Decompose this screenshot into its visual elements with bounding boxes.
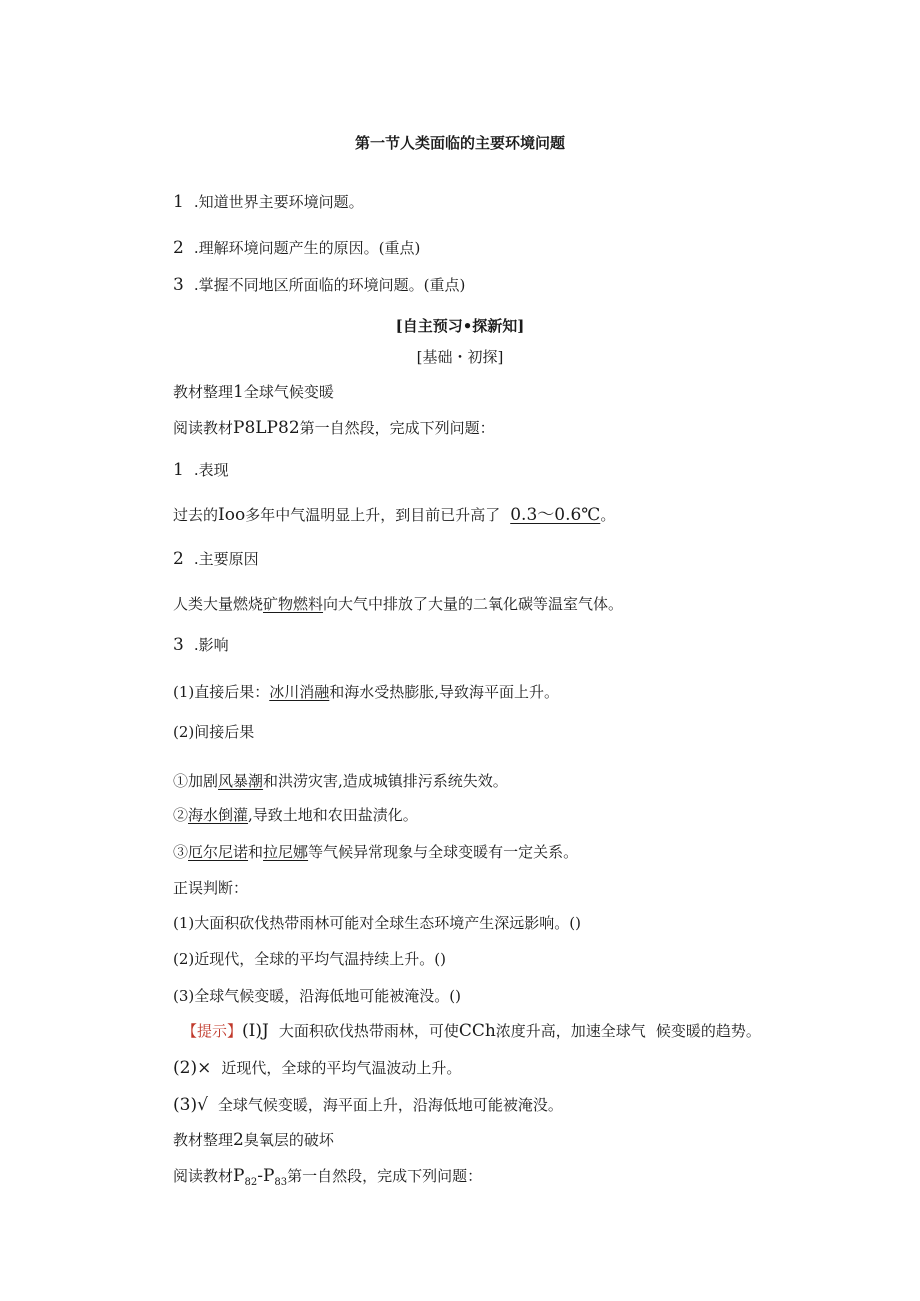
hint-answer-1: 【提示】(I)J 大面积砍伐热带雨林，可使CCh浓度升高，加速全球气 候变暖的趋势。 <box>182 1021 761 1041</box>
objective-2: 2 .理解环境问题产生的原因。(重点) <box>173 238 421 258</box>
topic1-item-2: 2 .主要原因 <box>173 549 259 569</box>
judgment-q2: (2)近现代，全球的平均气温持续上升。() <box>173 950 446 968</box>
topic1-item-1: 1 .表现 <box>173 460 229 480</box>
hint-label: 【提示】 <box>182 1022 243 1040</box>
indirect-item-3: ③厄尔尼诺和拉尼娜等气候异常现象与全球变暖有一定关系。 <box>173 843 579 861</box>
judgment-q1: (1)大面积砍伐热带雨林可能对全球生态环境产生深远影响。() <box>173 914 581 932</box>
cause-text: 人类大量燃烧矿物燃料向大气中排放了大量的二氧化碳等温室气体。 <box>173 595 624 613</box>
indirect-effect: (2)间接后果 <box>173 723 255 741</box>
hint-answer-2: (2)× 近现代，全球的平均气温波动上升。 <box>173 1058 462 1078</box>
judgment-q3: (3)全球气候变暖，沿海低地可能被淹没。() <box>173 987 461 1005</box>
objective-3: 3 .掌握不同地区所面临的环境问题。(重点) <box>173 275 466 295</box>
section-header: [自主预习•探新知] <box>395 317 525 335</box>
topic1-heading: 教材整理1全球气候变暖 <box>173 382 334 402</box>
hint-answer-3: (3)√ 全球气候变暖，海平面上升，沿海低地可能被淹没。 <box>173 1095 563 1115</box>
cause-keyword: 矿物燃料 <box>263 595 324 613</box>
page-title: 第一节人类面临的主要环境问题 <box>354 134 565 152</box>
subsection-header: [基础・初探] <box>416 348 504 366</box>
judgment-heading: 正误判断： <box>173 879 249 897</box>
topic1-item-3: 3 .影响 <box>173 635 229 655</box>
topic2-reading: 阅读教材$P_{82}-P_{83}$第一自然段，完成下列问题： <box>173 1166 483 1188</box>
performance-text: 过去的Ioo多年中气温明显上升，到目前已升高了 0.3〜0.6℃。 <box>173 505 616 525</box>
topic2-heading: 教材整理2臭氧层的破坏 <box>173 1130 334 1150</box>
objective-1: 1 .知道世界主要环境问题。 <box>173 192 364 212</box>
topic1-reading: 阅读教材P8LP82第一自然段，完成下列问题： <box>173 418 495 438</box>
direct-keyword: 冰川消融 <box>269 683 330 701</box>
indirect-item-1: ①加剧风暴潮和洪涝灾害,造成城镇排污系统失效。 <box>173 772 508 790</box>
indirect-item-2: ②海水倒灌,导致土地和农田盐渍化。 <box>173 806 418 824</box>
direct-effect: (1)直接后果：冰川消融和海水受热膨胀,导致海平面上升。 <box>173 683 560 701</box>
performance-value: 0.3〜0.6℃ <box>510 505 601 525</box>
